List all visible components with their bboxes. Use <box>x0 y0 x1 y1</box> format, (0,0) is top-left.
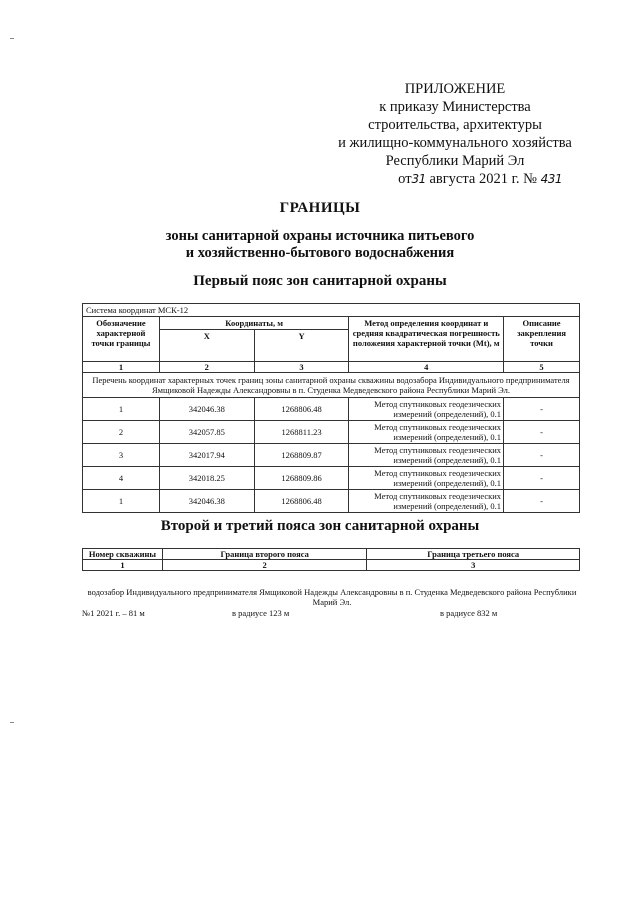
col-number: 1 <box>83 362 160 373</box>
x-cell: 342017.94 <box>159 444 254 467</box>
description-cell: - <box>504 421 580 444</box>
first-belt-table <box>82 303 580 513</box>
description-cell: - <box>504 398 580 421</box>
header-third-belt: Граница третьего пояса <box>367 549 580 560</box>
appendix-line: и жилищно-коммунального хозяйства <box>338 135 572 151</box>
header-well-number: Номер скважины <box>83 549 163 560</box>
col-number: 3 <box>367 560 580 571</box>
header-coordinates: Координаты, м <box>159 317 349 330</box>
method-cell: Метод спутниковых геодезических измерений (определений), 0.1 <box>349 467 504 490</box>
point-cell: 2 <box>83 421 160 444</box>
header-x: X <box>159 330 254 362</box>
appendix-line: строительства, архитектуры <box>368 117 542 133</box>
table-note: Перечень координат характерных точек границ зоны санитарной охраны скважины водозабора Индивидуального предпринимателя Ямщиковой Надежды Александровны в п. Студенка Медведевского района Республики Марий Эл. <box>83 373 580 398</box>
sub-heading <box>0 228 640 262</box>
method-cell: Метод спутниковых геодезических измерений (определений), 0.1 <box>349 421 504 444</box>
header-description: Описание закрепления точки <box>504 317 580 362</box>
appendix-line: Республики Марий Эл <box>385 153 525 169</box>
y-cell: 1268811.23 <box>254 421 349 444</box>
appendix-date <box>330 170 580 188</box>
footer-caption: водозабор Индивидуального предпринимателя Ямщиковой Надежды Александровны в п. Студенка Медведевского района Республики Марий Эл. <box>87 587 577 607</box>
method-cell: Метод спутниковых геодезических измерений (определений), 0.1 <box>349 398 504 421</box>
order-number: 431 <box>540 172 562 186</box>
col-number: 3 <box>254 362 349 373</box>
header-point: Обозначение характерной точки границы <box>83 317 160 362</box>
y-cell: 1268809.87 <box>254 444 349 467</box>
sub-heading-line: зоны санитарной охраны источника питьевого <box>165 228 475 244</box>
column-numbers-row <box>83 362 580 373</box>
point-cell: 1 <box>83 398 160 421</box>
date-day: 31 <box>411 172 426 186</box>
footer-well: №1 2021 г. – 81 м <box>82 608 145 618</box>
table-row <box>83 398 580 421</box>
y-cell: 1268809.86 <box>254 467 349 490</box>
x-cell: 342046.38 <box>159 398 254 421</box>
date-rest: августа 2021 г. № <box>429 171 537 187</box>
point-cell: 3 <box>83 444 160 467</box>
table-row <box>83 467 580 490</box>
col-number: 4 <box>349 362 504 373</box>
x-cell: 342018.25 <box>159 467 254 490</box>
scan-mark <box>10 38 14 39</box>
belt23-heading: Второй и третий пояса зон санитарной охраны <box>160 518 480 534</box>
header-y: Y <box>254 330 349 362</box>
header-method: Метод определения координат и средняя квадратическая погрешность положения характерной точки (Mt), м <box>349 317 504 362</box>
date-prefix: от <box>398 171 412 187</box>
table-row <box>83 444 580 467</box>
y-cell: 1268806.48 <box>254 490 349 513</box>
col-number: 2 <box>159 362 254 373</box>
col-number: 1 <box>83 560 163 571</box>
description-cell: - <box>504 444 580 467</box>
x-cell: 342057.85 <box>159 421 254 444</box>
main-heading: ГРАНИЦЫ <box>279 200 361 216</box>
header-second-belt: Граница второго пояса <box>162 549 367 560</box>
y-cell: 1268806.48 <box>254 398 349 421</box>
appendix-header <box>330 80 580 188</box>
col-number: 2 <box>162 560 367 571</box>
x-cell: 342046.38 <box>159 490 254 513</box>
table-row <box>83 421 580 444</box>
col-number: 5 <box>504 362 580 373</box>
footer-radius-second: в радиусе 123 м <box>232 608 290 618</box>
table-row <box>83 490 580 513</box>
belt1-heading: Первый пояс зон санитарной охраны <box>193 273 447 289</box>
sub-heading-line: и хозяйственно-бытового водоснабжения <box>185 245 455 261</box>
point-cell: 1 <box>83 490 160 513</box>
scan-mark <box>10 722 14 723</box>
point-cell: 4 <box>83 467 160 490</box>
method-cell: Метод спутниковых геодезических измерений (определений), 0.1 <box>349 490 504 513</box>
coordinate-system: Система координат МСК-12 <box>83 304 580 317</box>
description-cell: - <box>504 490 580 513</box>
appendix-line: к приказу Министерства <box>379 99 531 115</box>
description-cell: - <box>504 467 580 490</box>
method-cell: Метод спутниковых геодезических измерений (определений), 0.1 <box>349 444 504 467</box>
second-third-belt-table <box>82 548 580 571</box>
appendix-title: ПРИЛОЖЕНИЕ <box>404 81 506 97</box>
footer-radius-third: в радиусе 832 м <box>440 608 498 618</box>
